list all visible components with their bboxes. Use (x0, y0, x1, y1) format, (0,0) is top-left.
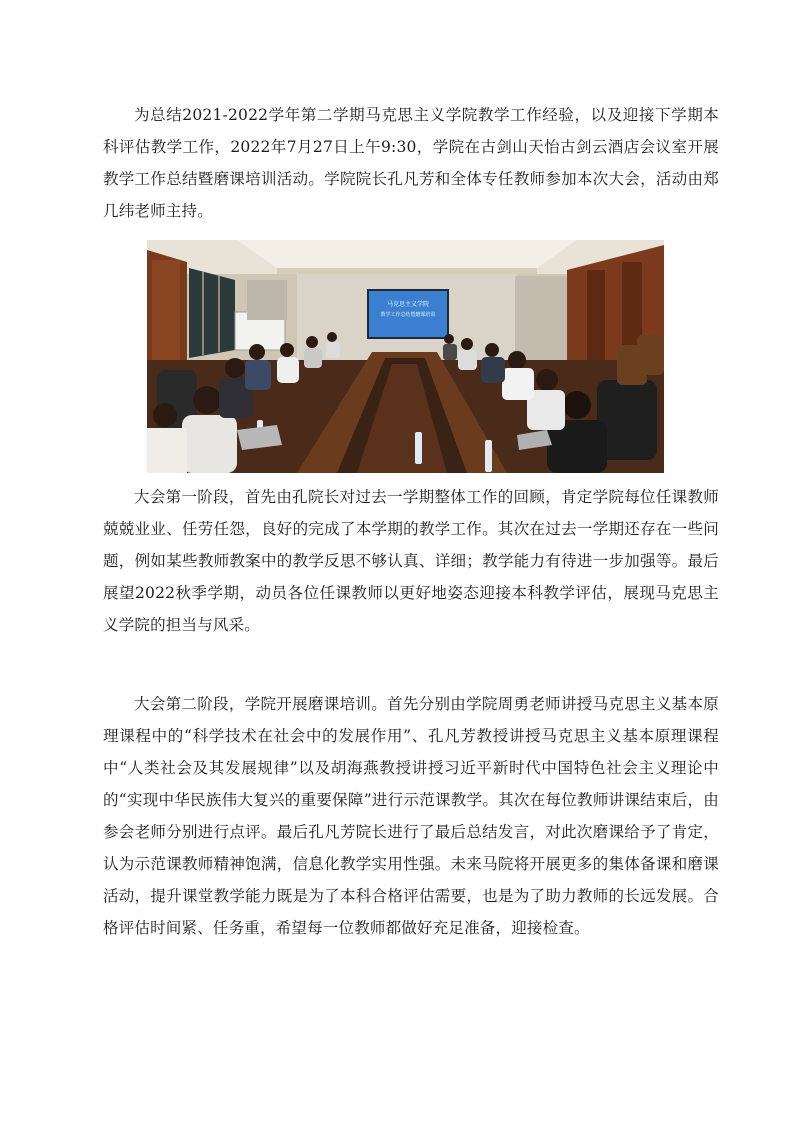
screen-title: 马克思主义学院 (386, 301, 430, 308)
screen-subtitle: 教学工作总结暨磨课培训 (380, 312, 436, 318)
paragraph-intro: 为总结2021-2022学年第二学期马克思主义学院教学工作经验，以及迎接下学期本科评估教学工作，2022年7月27日上午9:30，学院在古剑山天怡古剑云酒店会议室开展教学工作总结暨磨课培训活动。学院院长孔凡芳和全体专任教师参加本次大会，活动由郑几纬老师主持。 (103, 106, 719, 220)
paragraph-stage-two: 大会第二阶段，学院开展磨课培训。首先分别由学院周勇老师讲授马克思主义基本原理课程中的“科学技术在社会中的发展作用”、孔凡芳教授讲授马克思主义基本原理课程中“人类社会及其发展规律”以及胡海燕教授讲授习近平新时代中国特色社会主义理论中的“实现中华民族伟大复兴的重要保障”进行示范课教学。其次在每位教师讲课结束后，由参会老师分别进行点评。最后孔凡芳院长进行了最后总结发言，对此次磨课给予了肯定，认为示范课教师精神饱满，信息化教学实用性强。未来马院将开展更多的集体备课和磨课活动，提升课堂教学能力既是为了本科合格评估需要，也是为了助力教师的长远发展。合格评估时间紧、任务重，希望每一位教师都做好充足准备，迎接检查。 (103, 695, 719, 937)
meeting-photo (147, 240, 664, 473)
paragraph-stage-one: 大会第一阶段，首先由孔院长对过去一学期整体工作的回顾，肯定学院每位任课教师兢兢业业、任劳任怨，良好的完成了本学期的教学工作。其次在过去一学期还存在一些问题，例如某些教师教案中的教学反思不够认真、详细；教学能力有待进一步加强等。最后展望2022秋季学期，动员各位任课教师以更好地姿态迎接本科教学评估，展现马克思主义学院的担当与风采。 (103, 488, 719, 634)
